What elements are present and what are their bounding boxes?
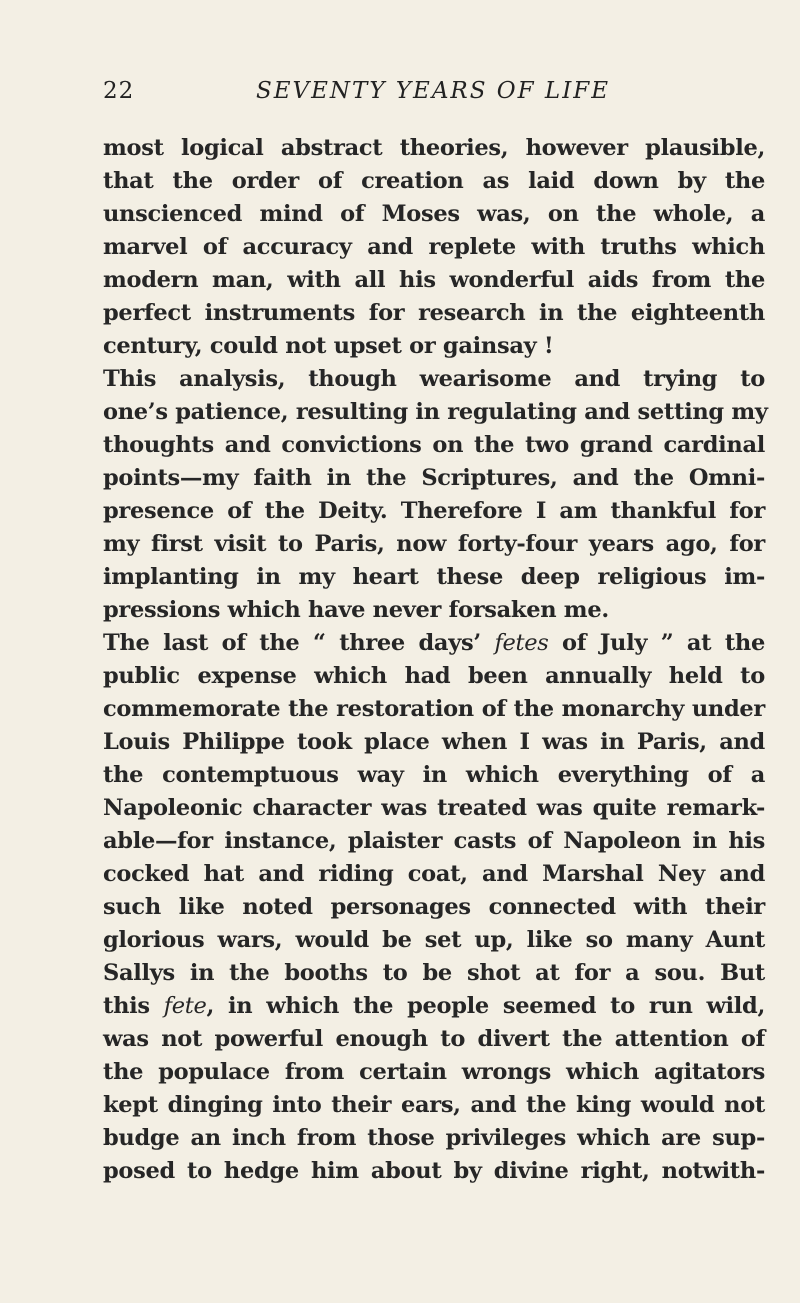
text-line: unscienced mind of Moses was, on the whole, a xyxy=(103,201,765,227)
text-line: that the order of creation as laid down by the xyxy=(103,168,765,194)
italic-word: fete xyxy=(163,993,207,1019)
text-line: commemorate the restoration of the monarchy under xyxy=(103,696,765,722)
text-line: Napoleonic character was treated was quite remark- xyxy=(103,795,765,821)
text-line: Sallys in the booths to be shot at for a sou. But xyxy=(103,960,765,986)
text-line: pressions which have never forsaken me. xyxy=(103,597,609,623)
page-number: 22 xyxy=(103,78,135,104)
text-line: the populace from certain wrongs which agitators xyxy=(103,1059,765,1085)
text-line: such like noted personages connected with their xyxy=(103,894,765,920)
text-line: perfect instruments for research in the eighteenth xyxy=(103,300,765,326)
text-line: this fete, in which the people seemed to run wild, xyxy=(103,993,765,1019)
text-line: one’s patience, resulting in regulating and setting my xyxy=(103,399,768,425)
text-line: cocked hat and riding coat, and Marshal Ney and xyxy=(103,861,765,887)
text-line: implanting in my heart these deep religious im- xyxy=(103,564,765,590)
text-line: points—my faith in the Scriptures, and the Omni- xyxy=(103,465,765,491)
text-line: posed to hedge him about by divine right, notwith- xyxy=(103,1158,765,1184)
italic-word: fetes xyxy=(494,630,549,656)
text-line: modern man, with all his wonderful aids from the xyxy=(103,267,765,293)
text-line: my first visit to Paris, now forty-four years ago, for xyxy=(103,531,765,557)
text-line: presence of the Deity. Therefore I am thankful for xyxy=(103,498,765,524)
text-line: thoughts and convictions on the two grand cardinal xyxy=(103,432,765,458)
text-line: budge an inch from those privileges which are sup- xyxy=(103,1125,765,1151)
text-line: Louis Philippe took place when I was in Paris, and xyxy=(103,729,765,755)
text-line: The last of the “ three days’ fetes of July ” at the xyxy=(103,630,765,656)
text-line: This analysis, though wearisome and trying to xyxy=(103,366,765,392)
text-line: able—for instance, plaister casts of Napoleon in his xyxy=(103,828,765,854)
body-text xyxy=(103,132,768,1188)
text-line: marvel of accuracy and replete with truths which xyxy=(103,234,765,260)
text-line: glorious wars, would be set up, like so many Aunt xyxy=(103,927,765,953)
text-line: most logical abstract theories, however plausible, xyxy=(103,135,765,161)
text-line: the contemptuous way in which everything of a xyxy=(103,762,765,788)
text-line: was not powerful enough to divert the attention of xyxy=(103,1026,765,1052)
text-line: public expense which had been annually held to xyxy=(103,663,765,689)
text-line: kept dinging into their ears, and the king would not xyxy=(103,1092,765,1118)
text-line: century, could not upset or gainsay ! xyxy=(103,333,554,359)
running-head xyxy=(103,78,763,112)
running-title: SEVENTY YEARS OF LIFE xyxy=(255,78,611,104)
